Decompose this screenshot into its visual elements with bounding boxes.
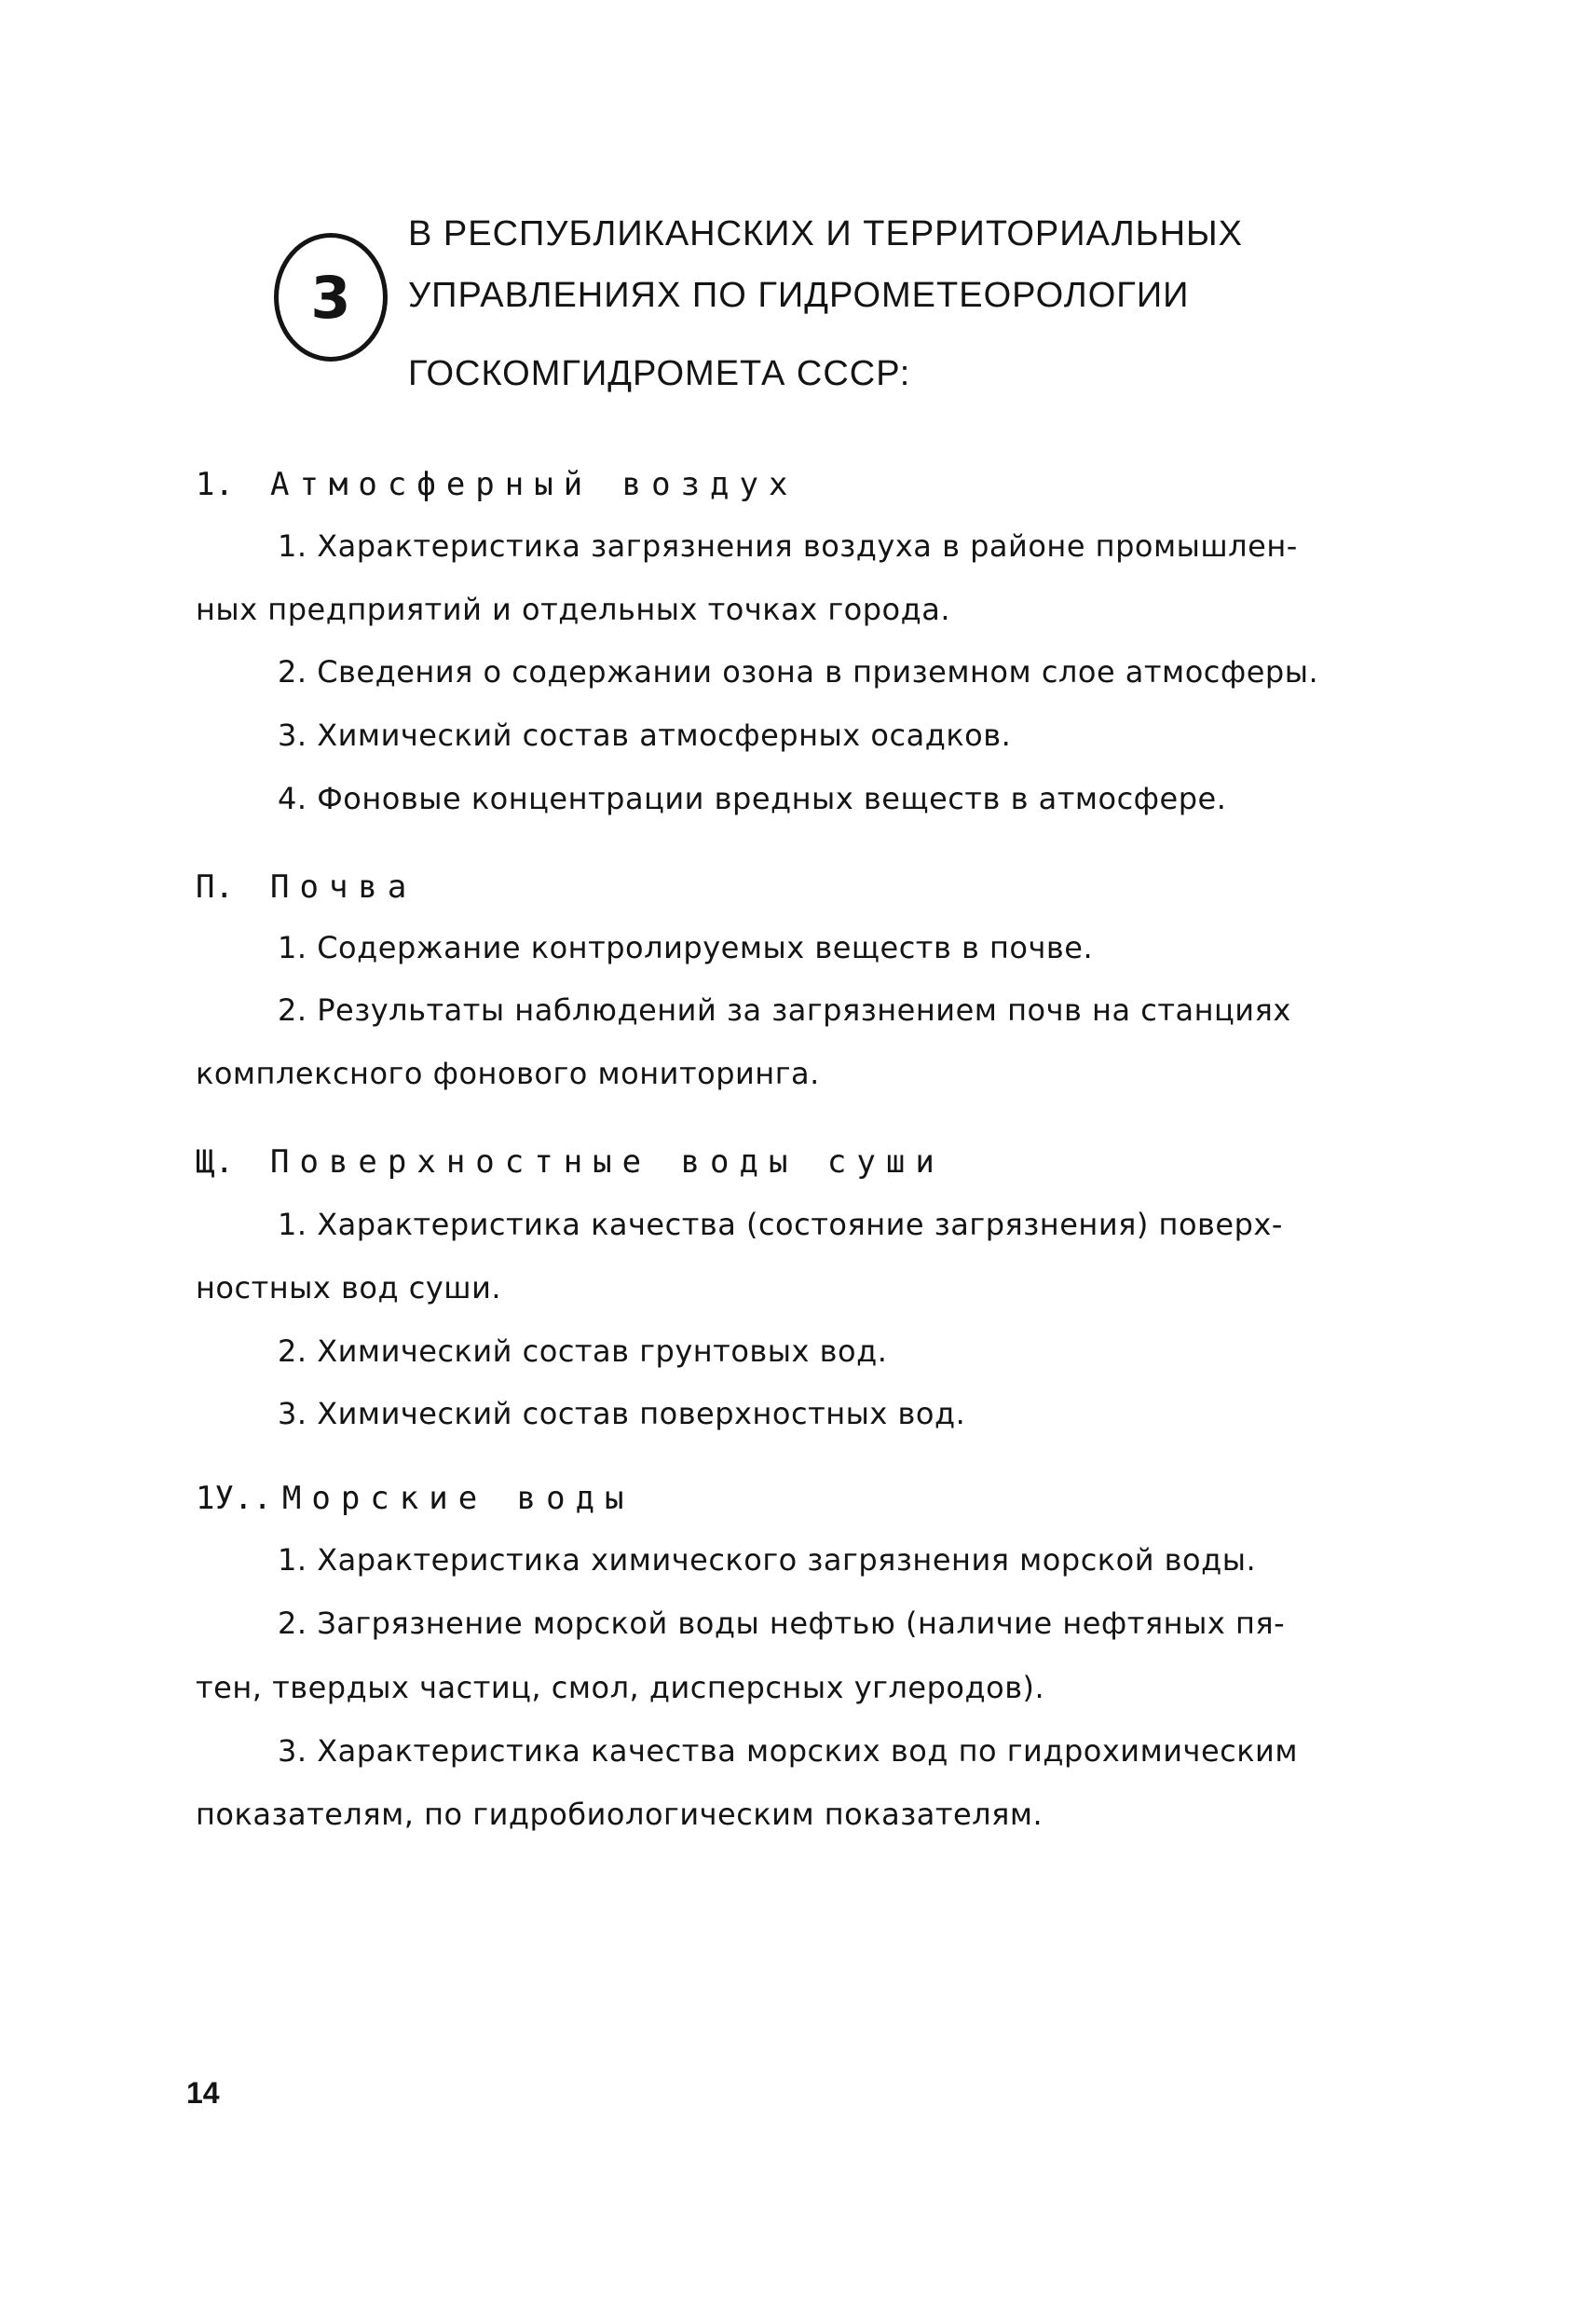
surface-water-line-3: 2. Химический состав грунтовых вод. [278,1333,888,1369]
page-number: 14 [186,2076,220,2110]
soil-line-3: комплексного фонового мониторинга. [196,1056,820,1091]
air-line-2: ных предприятий и отдельных точках города. [196,592,950,627]
air-line-3: 2. Сведения о содержании озона в приземном слое атмосферы. [278,654,1319,690]
sea-water-line-1: 1. Характеристика химического загрязнения морской воды. [278,1542,1257,1578]
section-number: Щ. [196,1143,234,1181]
sea-water-line-5: показателям, по гидробиологическим показателям. [196,1797,1044,1832]
heading-line-3: ГОСКОМГИДРОМЕТА СССР: [408,354,911,393]
surface-water-line-4: 3. Химический состав поверхностных вод. [278,1396,966,1431]
circle-number: 3 [310,263,351,332]
air-line-5: 4. Фоновые концентрации вредных веществ в атмосфере. [278,781,1227,816]
air-line-1: 1. Характеристика загрязнения воздуха в районе промышлен- [278,528,1298,564]
section-number: П. [196,868,234,906]
sea-water-line-3: тен, твердых частиц, смол, дисперсных углеродов). [196,1670,1045,1705]
section-number: 1. [196,466,234,503]
section-title-air [196,466,798,503]
sea-water-line-2: 2. Загрязнение морской воды нефтью (наличие нефтяных пя- [278,1606,1286,1641]
sea-water-line-4: 3. Характеристика качества морских вод по гидрохимическим [278,1733,1298,1769]
section-heading: Почва [270,868,417,906]
section-heading: .Морские воды [252,1480,634,1517]
section-title-soil [196,868,416,906]
air-line-4: 3. Химический состав атмосферных осадков. [278,718,1012,753]
surface-water-line-1: 1. Характеристика качества (состояние загрязнения) поверх- [278,1207,1283,1242]
section-heading: Атмосферный воздух [270,466,798,503]
section-number: 1У. [196,1480,253,1517]
section-heading: Поверхностные воды суши [270,1143,945,1181]
soil-line-1: 1. Содержание контролируемых веществ в почве. [278,930,1094,965]
section-title-surface-water [196,1143,945,1181]
heading-line-2: УПРАВЛЕНИЯХ ПО ГИДРОМЕТЕОРОЛОГИИ [408,276,1190,315]
surface-water-line-2: ностных вод суши. [196,1270,502,1305]
section-title-sea-water [196,1480,634,1517]
soil-line-2: 2. Результаты наблюдений за загрязнением почв на станциях [278,992,1291,1028]
heading-line-1: В РЕСПУБЛИКАНСКИХ И ТЕРРИТОРИАЛЬНЫХ [408,214,1244,253]
section-number-circle [274,233,388,362]
